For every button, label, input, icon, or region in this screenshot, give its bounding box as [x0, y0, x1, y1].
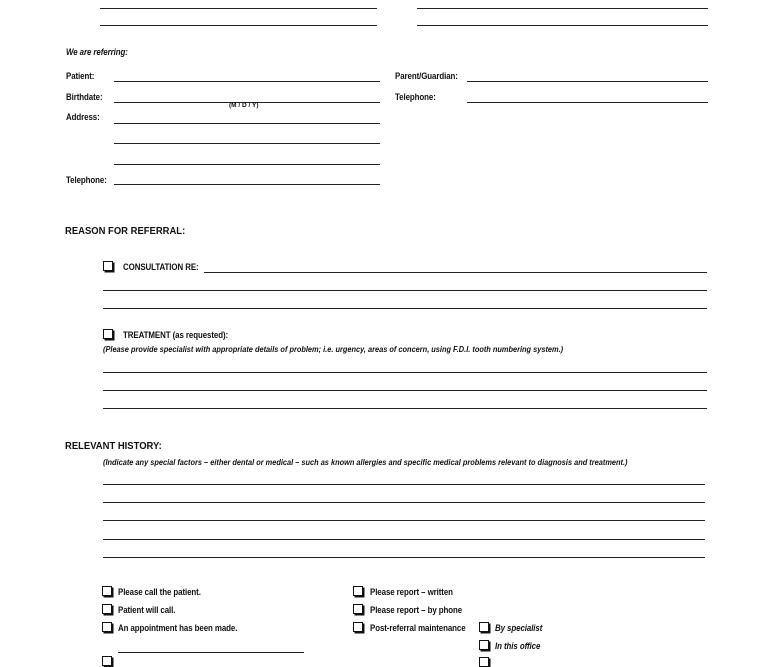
report-written-checkbox[interactable]: [353, 586, 363, 596]
birthdate-hint: (M / D / Y): [229, 102, 259, 109]
history-field-4[interactable]: [103, 539, 705, 540]
patient-will-call-label: Patient will call.: [118, 605, 176, 615]
birthdate-label: Birthdate:: [66, 92, 103, 102]
patient-label: Patient:: [66, 71, 95, 81]
history-heading: RELEVANT HISTORY:: [65, 440, 162, 452]
reason-heading: REASON FOR REFERRAL:: [65, 225, 186, 237]
top-line-right-2: [417, 25, 708, 26]
history-field-2[interactable]: [103, 502, 705, 503]
by-specialist-checkbox[interactable]: [479, 622, 489, 632]
consultation-field-3[interactable]: [103, 308, 707, 309]
address-label: Address:: [66, 112, 100, 122]
report-written-label: Please report – written: [370, 587, 453, 597]
telephone-field[interactable]: [114, 184, 380, 185]
treatment-checkbox[interactable]: [103, 329, 113, 339]
in-this-office-label: In this office: [495, 641, 541, 651]
patient-will-call-checkbox[interactable]: [102, 604, 112, 614]
patient-field[interactable]: [114, 81, 380, 82]
call-patient-label: Please call the patient.: [118, 587, 201, 597]
report-phone-checkbox[interactable]: [353, 604, 363, 614]
address-field-3[interactable]: [114, 164, 380, 165]
maintenance-checkbox[interactable]: [353, 622, 363, 632]
treatment-label: [123, 330, 228, 340]
history-field-1[interactable]: [103, 484, 705, 485]
history-field-3[interactable]: [103, 520, 705, 521]
top-line-right-1: [417, 8, 708, 9]
appointment-date-field[interactable]: [118, 652, 304, 653]
address-field-2[interactable]: [114, 143, 380, 144]
history-note: (Indicate any special factors – either dental or medical – such as known allergies and specific medical problems relevant to diagnosis and treatment.): [103, 457, 628, 467]
treatment-note: (Please provide specialist with appropriate details of problem; i.e. urgency, areas of concern, using F.D.I. tooth numbering system.): [103, 344, 564, 354]
guardian-telephone-label: Telephone:: [395, 92, 436, 102]
top-line-left-1: [100, 8, 377, 9]
top-line-left-2: [100, 25, 377, 26]
address-field-1[interactable]: [114, 123, 380, 124]
consultation-field-2[interactable]: [103, 290, 707, 291]
extra-sub-checkbox[interactable]: [479, 657, 489, 667]
treatment-field-1[interactable]: [103, 372, 707, 373]
consultation-checkbox[interactable]: [103, 261, 113, 271]
guardian-telephone-field[interactable]: [467, 102, 708, 103]
telephone-label: Telephone:: [66, 175, 107, 185]
maintenance-label: Post-referral maintenance: [370, 623, 466, 633]
appointment-made-checkbox[interactable]: [102, 622, 112, 632]
treatment-label-text: TREATMENT: [123, 330, 171, 340]
report-phone-label: Please report – by phone: [370, 605, 463, 615]
treatment-field-3[interactable]: [103, 408, 707, 409]
in-this-office-checkbox[interactable]: [479, 640, 489, 650]
call-patient-checkbox[interactable]: [102, 586, 112, 596]
appointment-made-label: An appointment has been made.: [118, 623, 238, 633]
extra-option-checkbox[interactable]: [102, 656, 112, 666]
guardian-label: Parent/Guardian:: [395, 71, 458, 81]
consultation-field-1[interactable]: [204, 272, 707, 273]
treatment-label-suffix: (as requested):: [172, 330, 229, 340]
by-specialist-label: By specialist: [495, 623, 543, 633]
treatment-field-2[interactable]: [103, 390, 707, 391]
history-field-5[interactable]: [103, 557, 705, 558]
consultation-label: CONSULTATION RE:: [123, 262, 199, 272]
referring-heading: We are referring:: [66, 47, 128, 57]
guardian-field[interactable]: [467, 81, 708, 82]
